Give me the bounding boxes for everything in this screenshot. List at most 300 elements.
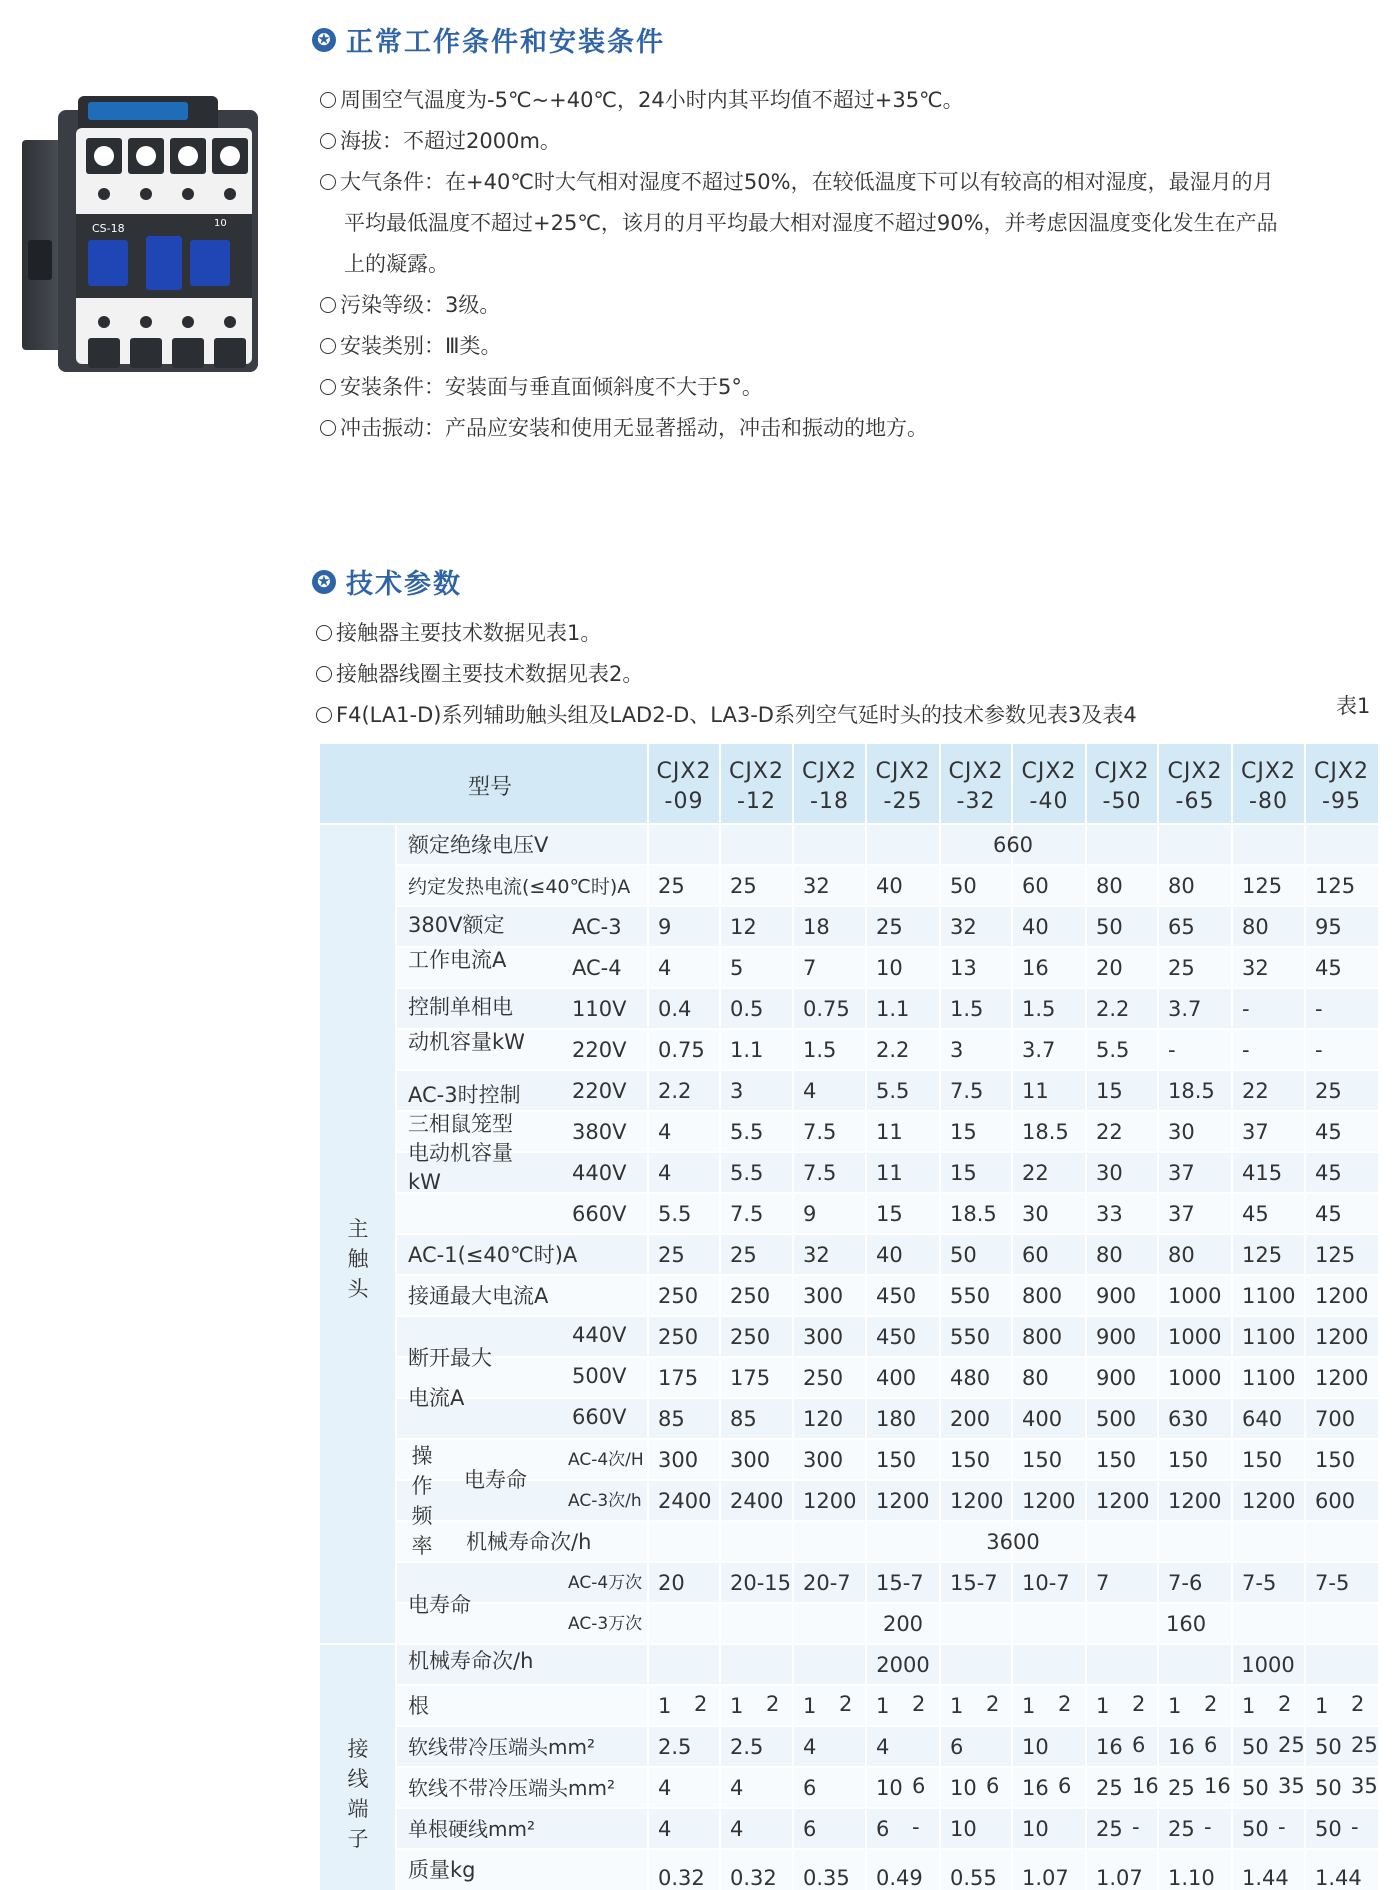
terminal-soft-with-value: 50 (1315, 1735, 1342, 1759)
terminal-soft-without-value: 10 (876, 1776, 903, 1800)
condition-text: 污染等级：3级。 (340, 293, 501, 317)
mech-life-value: 1000 (1241, 1653, 1295, 1677)
group-label-terminal: 线 (347, 1767, 369, 1791)
table-value: 0.5 (730, 997, 764, 1021)
row-label-op-frequency: 频 (411, 1504, 433, 1528)
table-value: 1.5 (950, 997, 984, 1021)
table-value: 5.5 (730, 1120, 764, 1144)
terminal-root-value: 1 (950, 1694, 964, 1718)
table-value: 5 (730, 956, 744, 980)
table-value: 1200 (1096, 1489, 1150, 1513)
table-value: 125 (1242, 1243, 1283, 1267)
table-header-model: CJX2 (1241, 759, 1296, 784)
terminal-soft-without-value: 25 (1168, 1776, 1195, 1800)
table-value: 95 (1315, 915, 1342, 939)
table-value: - (1242, 997, 1250, 1021)
table-value: 1200 (1168, 1489, 1222, 1513)
table-value: 32 (1242, 956, 1269, 980)
table-value: 1200 (1315, 1284, 1369, 1308)
terminal-soft-with-value: 6 (950, 1735, 964, 1759)
row-label-op-current: 380V额定 (408, 913, 505, 937)
table-value: 60 (1022, 874, 1049, 898)
table-header-model: CJX2 (729, 759, 784, 784)
table-value: 900 (1096, 1366, 1137, 1390)
group-label-main-contact: 主 (347, 1217, 369, 1241)
sub-label: 110V (572, 997, 627, 1021)
table-value: 45 (1315, 1120, 1342, 1144)
condition-text: 周围空气温度为-5℃~+40℃，24小时内其平均值不超过+35℃。 (340, 88, 964, 112)
table-value: 15-7 (876, 1571, 924, 1595)
table-value: 18 (803, 915, 830, 939)
table-value: 125 (1315, 1243, 1356, 1267)
table-value: 15-7 (950, 1571, 998, 1595)
terminal-soft-without-value: 16 (1132, 1774, 1159, 1798)
param-text: 接触器线圈主要技术数据见表2。 (336, 662, 644, 686)
terminal-hard-value: 10 (950, 1817, 977, 1841)
mass-value: 0.35 (803, 1866, 850, 1890)
row-label-break-current: 断开最大 (408, 1346, 492, 1370)
table-value: 300 (730, 1448, 771, 1472)
row-label-op-current: 工作电流A (408, 948, 507, 972)
table-value: 4 (803, 1079, 817, 1103)
table-value: 150 (876, 1448, 917, 1472)
star-badge-icon: ✪ (312, 570, 336, 594)
table-value: 1200 (803, 1489, 857, 1513)
terminal-root-value: 2 (986, 1692, 1000, 1716)
table-value: 45 (1315, 1202, 1342, 1226)
terminal-root-value: 2 (1204, 1692, 1218, 1716)
terminal-hard-value: - (1204, 1815, 1212, 1839)
table-header-model: CJX2 (1167, 759, 1223, 784)
table-value: 600 (1315, 1489, 1356, 1513)
terminal-soft-without-value: 6 (986, 1774, 1000, 1798)
table-value: 13 (950, 956, 977, 980)
table-value: 45 (1242, 1202, 1269, 1226)
table-header-model-suffix: -32 (956, 789, 996, 814)
table-value: 4 (658, 1161, 672, 1185)
table-header-model: CJX2 (1094, 759, 1150, 784)
table-value: 20 (1096, 956, 1123, 980)
table-value: 550 (950, 1284, 991, 1308)
table-value: 25 (876, 915, 903, 939)
terminal-hard-value: - (1132, 1815, 1140, 1839)
table-value: 33 (1096, 1202, 1123, 1226)
table-header-model: CJX2 (802, 759, 857, 784)
product-right-label: 10 (214, 218, 227, 229)
table-value: - (1242, 1038, 1250, 1062)
table-value: 11 (876, 1120, 903, 1144)
product-model-label: CS-18 (92, 222, 125, 235)
table-value: 250 (658, 1284, 699, 1308)
table-value: 630 (1168, 1407, 1209, 1431)
table-value: 9 (803, 1202, 817, 1226)
table-value: 20-15 (730, 1571, 792, 1595)
table-value: 125 (1315, 874, 1356, 898)
table-value: 40 (876, 1243, 903, 1267)
terminal-root-value: 2 (1132, 1692, 1146, 1716)
row-label-mech-life: 机械寿命次/h (408, 1649, 534, 1673)
table-row-bg (320, 1603, 1378, 1644)
row-label-single-phase: 动机容量kW (408, 1030, 525, 1054)
table-value: 30 (1168, 1120, 1195, 1144)
table-value: 7.5 (950, 1079, 984, 1103)
terminal-soft-with-value: 10 (1022, 1735, 1049, 1759)
table-value: 37 (1168, 1161, 1195, 1185)
mass-value: 1.07 (1096, 1866, 1143, 1890)
row-label-op-frequency: 率 (411, 1534, 433, 1558)
terminal-soft-with-value: 16 (1096, 1735, 1123, 1759)
row-label-mech-frequency: 机械寿命次/h (466, 1530, 592, 1554)
terminal-soft-without-value: 4 (730, 1776, 744, 1800)
table-value: 85 (658, 1407, 685, 1431)
table-value: 1200 (950, 1489, 1004, 1513)
table-header-model-suffix: -18 (810, 789, 849, 814)
terminal-soft-with-value: 6 (1204, 1733, 1218, 1757)
table-header-model-suffix: -12 (737, 789, 776, 814)
terminal-soft-without-value: 16 (1022, 1776, 1049, 1800)
table-value: 7-6 (1168, 1571, 1203, 1595)
terminal-root-value: 2 (1278, 1692, 1292, 1716)
table-header-model-suffix: -25 (883, 789, 923, 814)
table-value: 0.75 (658, 1038, 705, 1062)
terminal-hard-value: - (1278, 1815, 1286, 1839)
terminal-soft-with-value: 50 (1242, 1735, 1269, 1759)
table-value: 37 (1168, 1202, 1195, 1226)
row-label-root: 根 (408, 1694, 429, 1718)
table-value: 12 (730, 915, 757, 939)
row-label-thermal: 约定发热电流(≤40℃时)A (408, 876, 631, 898)
terminal-root-value: 1 (1168, 1694, 1182, 1718)
table-value: 18.5 (1022, 1120, 1069, 1144)
table-value: 0.4 (658, 997, 692, 1021)
mass-value: 1.10 (1168, 1866, 1215, 1890)
table-value: 3.7 (1168, 997, 1202, 1021)
table-value: 10 (876, 956, 903, 980)
table-value: 5.5 (658, 1202, 692, 1226)
table-row-bg (320, 1193, 1378, 1234)
terminal-root-value: 2 (839, 1692, 853, 1716)
param-text: 接触器主要技术数据见表1。 (336, 621, 602, 645)
life-ac3-value: 200 (882, 1612, 924, 1636)
table-value: 150 (1022, 1448, 1063, 1472)
table-value: 80 (1096, 1243, 1123, 1267)
table-value: 25 (658, 1243, 685, 1267)
terminal-hard-value: 25 (1168, 1817, 1195, 1841)
sub-label: AC-3次/h (568, 1491, 642, 1511)
table-value: 3 (950, 1038, 964, 1062)
table-value: 65 (1168, 915, 1195, 939)
row-label-insulation: 额定绝缘电压V (408, 833, 549, 857)
row-label-mass: 质量kg (408, 1858, 476, 1882)
star-badge-icon: ✪ (312, 28, 336, 52)
table-value: 60 (1022, 1243, 1049, 1267)
table-value: 80 (1168, 1243, 1195, 1267)
table-header-model-suffix: -40 (1029, 789, 1069, 814)
table-value: 5.5 (730, 1161, 764, 1185)
terminal-hard-value: 6 (876, 1817, 890, 1841)
table-value: 175 (730, 1366, 771, 1390)
section-title-text: 正常工作条件和安装条件 (346, 27, 665, 58)
table-value: 150 (1096, 1448, 1137, 1472)
row-label-ac3-motor: 三相鼠笼型 (408, 1112, 513, 1136)
terminal-hard-value: 4 (658, 1817, 672, 1841)
table-header-model-label: 型号 (467, 775, 513, 800)
table-value: 1200 (1315, 1325, 1369, 1349)
table-value: - (1168, 1038, 1176, 1062)
terminal-soft-with-value: 6 (1132, 1733, 1146, 1757)
table-value: 4 (658, 956, 672, 980)
terminal-soft-with-value: 25 (1351, 1733, 1378, 1757)
table-header-model: CJX2 (948, 759, 1004, 784)
table-value: 25 (730, 1243, 757, 1267)
table-header-model: CJX2 (875, 759, 931, 784)
table-value: 550 (950, 1325, 991, 1349)
table-value: 22 (1022, 1161, 1049, 1185)
table-value: 400 (876, 1366, 917, 1390)
table-value: 450 (876, 1325, 917, 1349)
mech-life-value: 2000 (876, 1653, 930, 1677)
table-value: 415 (1242, 1161, 1283, 1185)
row-label-op-frequency: 作 (411, 1474, 433, 1498)
table-value: 125 (1242, 874, 1283, 898)
sub-label: AC-3万次 (568, 1614, 643, 1634)
condition-text: 大气条件：在+40℃时大气相对湿度不超过50%，在较低温度下可以有较高的相对湿度，最湿月的月 (340, 170, 1274, 194)
mass-value: 1.44 (1315, 1866, 1362, 1890)
table-header-model: CJX2 (656, 759, 712, 784)
table-value: 700 (1315, 1407, 1356, 1431)
terminal-root-value: 1 (803, 1694, 817, 1718)
terminal-root-value: 1 (876, 1694, 890, 1718)
table-value: 30 (1096, 1161, 1123, 1185)
terminal-soft-without-value: 6 (803, 1776, 817, 1800)
table-value: 1000 (1168, 1366, 1222, 1390)
table-value: 50 (950, 1243, 977, 1267)
table-value: 250 (658, 1325, 699, 1349)
sub-label: 660V (572, 1202, 627, 1226)
table-value: 300 (658, 1448, 699, 1472)
table-value: 1000 (1168, 1325, 1222, 1349)
group-label-terminal: 端 (347, 1797, 369, 1821)
table-value: 22 (1242, 1079, 1269, 1103)
table-value: 15 (950, 1161, 977, 1185)
sub-label: 220V (572, 1079, 627, 1103)
table-header-model-suffix: -95 (1322, 789, 1361, 814)
table-value: 2.2 (1096, 997, 1130, 1021)
table-value: 1100 (1242, 1325, 1296, 1349)
table-number-label: 表1 (1336, 694, 1371, 718)
sub-label: AC-3 (572, 915, 622, 939)
table-value: 7 (803, 956, 817, 980)
table-value: 2400 (730, 1489, 784, 1513)
table-value: 1.5 (1022, 997, 1056, 1021)
table-value: 250 (803, 1366, 844, 1390)
terminal-hard-value: - (1351, 1815, 1359, 1839)
table-value: 4 (658, 1120, 672, 1144)
section-title-text: 技术参数 (346, 569, 462, 600)
table-value: 80 (1022, 1366, 1049, 1390)
terminal-hard-value: - (912, 1815, 920, 1839)
terminal-hard-value: 10 (1022, 1817, 1049, 1841)
table-value: 10-7 (1022, 1571, 1070, 1595)
table-value: 1100 (1242, 1284, 1296, 1308)
sub-label: AC-4次/H (568, 1450, 644, 1470)
table-value: 150 (1242, 1448, 1283, 1472)
table-value: 800 (1022, 1325, 1063, 1349)
table-value: 1100 (1242, 1366, 1296, 1390)
sub-label: 380V (572, 1120, 627, 1144)
table-value: 300 (803, 1284, 844, 1308)
terminal-hard-value: 6 (803, 1817, 817, 1841)
table-row-bg (320, 1398, 1378, 1439)
table-value: 50 (1096, 915, 1123, 939)
table-value: 450 (876, 1284, 917, 1308)
sub-label: AC-4 (572, 956, 622, 980)
table-value: 25 (1168, 956, 1195, 980)
row-label-electrical-life: 电寿命 (464, 1468, 527, 1492)
condition-text: 上的凝露。 (344, 252, 449, 276)
table-header-model: CJX2 (1314, 759, 1369, 784)
table-value: 45 (1315, 1161, 1342, 1185)
table-header-model-suffix: -50 (1102, 789, 1142, 814)
row-label-single-phase: 控制单相电 (408, 995, 513, 1019)
table-value: 2.2 (876, 1038, 910, 1062)
table-value: 16 (1022, 956, 1049, 980)
condition-text: 安装条件：安装面与垂直面倾斜度不大于5°。 (340, 375, 763, 399)
row-label-hard-wire: 单根硬线mm² (408, 1817, 535, 1841)
row-label-ac3-motor: 电动机容量 (408, 1141, 513, 1165)
table-value: 15 (950, 1120, 977, 1144)
table-value: 20 (658, 1571, 685, 1595)
row-label-soft-with: 软线带冷压端头mm² (408, 1735, 595, 1759)
table-value: 25 (658, 874, 685, 898)
table-value: 1.5 (803, 1038, 837, 1062)
table-value: 80 (1168, 874, 1195, 898)
table-value: 11 (876, 1161, 903, 1185)
table-value: 1000 (1168, 1284, 1222, 1308)
table-header-model-suffix: -65 (1175, 789, 1215, 814)
table-value: 150 (950, 1448, 991, 1472)
table-value: 300 (803, 1325, 844, 1349)
row-label-break-current: 电流A (408, 1386, 465, 1410)
terminal-soft-without-value: 50 (1315, 1776, 1342, 1800)
table-value: 7.5 (730, 1202, 764, 1226)
table-value: 80 (1096, 874, 1123, 898)
table-value: 9 (658, 915, 672, 939)
table-value: 0.75 (803, 997, 850, 1021)
table-value: 45 (1315, 956, 1342, 980)
table-value: 40 (1022, 915, 1049, 939)
table-value: 25 (1315, 1079, 1342, 1103)
table-value: 1200 (1315, 1366, 1369, 1390)
table-value: 20-7 (803, 1571, 851, 1595)
row-label-op-frequency: 操 (411, 1444, 433, 1468)
mech-frequency-value: 3600 (986, 1530, 1040, 1554)
terminal-root-value: 1 (1315, 1694, 1329, 1718)
table-value: - (1315, 997, 1323, 1021)
row-label-electrical-life: 电寿命 (408, 1593, 471, 1617)
table-value: 180 (876, 1407, 917, 1431)
sub-label: 500V (572, 1364, 627, 1388)
table-value: 120 (803, 1407, 844, 1431)
terminal-root-value: 2 (694, 1692, 708, 1716)
table-value: 7.5 (803, 1120, 837, 1144)
table-header-model-suffix: -09 (664, 789, 704, 814)
table-value: 37 (1242, 1120, 1269, 1144)
table-header-model: CJX2 (1021, 759, 1077, 784)
table-value: 640 (1242, 1407, 1283, 1431)
table-value: 5.5 (876, 1079, 910, 1103)
table-value: 25 (730, 874, 757, 898)
terminal-soft-without-value: 6 (1058, 1774, 1072, 1798)
table-value: 200 (950, 1407, 991, 1431)
table-value: 18.5 (950, 1202, 997, 1226)
table-value: 1200 (1022, 1489, 1076, 1513)
table-value: 40 (876, 874, 903, 898)
table-value: 175 (658, 1366, 699, 1390)
table-value: 80 (1242, 915, 1269, 939)
terminal-hard-value: 50 (1315, 1817, 1342, 1841)
table-value: 32 (803, 874, 830, 898)
table-value: 250 (730, 1284, 771, 1308)
table-value: 7.5 (803, 1161, 837, 1185)
mass-value: 0.55 (950, 1866, 997, 1890)
table-value: 1200 (1242, 1489, 1296, 1513)
terminal-root-value: 1 (658, 1694, 672, 1718)
mass-value: 1.44 (1242, 1866, 1289, 1890)
terminal-root-value: 2 (1351, 1692, 1365, 1716)
terminal-soft-with-value: 4 (803, 1735, 817, 1759)
terminal-soft-with-value: 25 (1278, 1733, 1305, 1757)
terminal-root-value: 2 (766, 1692, 780, 1716)
table-value: 500 (1096, 1407, 1137, 1431)
mass-value: 1.07 (1022, 1866, 1069, 1890)
terminal-soft-without-value: 6 (912, 1774, 926, 1798)
terminal-soft-without-value: 25 (1096, 1776, 1123, 1800)
terminal-root-value: 1 (1096, 1694, 1110, 1718)
condition-text: 平均最低温度不超过+25℃，该月的月平均最大相对湿度不超过90%，并考虑因温度变化发生在产品 (344, 211, 1278, 235)
group-label-terminal: 子 (347, 1827, 369, 1851)
mass-value: 0.32 (730, 1866, 777, 1890)
table-value: 32 (803, 1243, 830, 1267)
table-value: 3 (730, 1079, 744, 1103)
mass-value: 0.49 (876, 1866, 923, 1890)
table-value: 150 (1168, 1448, 1209, 1472)
mass-value: 0.32 (658, 1866, 705, 1890)
table-value: 15 (876, 1202, 903, 1226)
terminal-soft-without-value: 50 (1242, 1776, 1269, 1800)
table-value: 900 (1096, 1325, 1137, 1349)
table-group-column-bg (320, 824, 396, 1890)
table-value: 18.5 (1168, 1079, 1215, 1103)
sub-label: 440V (572, 1323, 627, 1347)
terminal-soft-without-value: 16 (1204, 1774, 1231, 1798)
terminal-soft-without-value: 4 (658, 1776, 672, 1800)
terminal-hard-value: 4 (730, 1817, 744, 1841)
row-label-soft-without: 软线不带冷压端头mm² (408, 1776, 615, 1800)
sub-label: 440V (572, 1161, 627, 1185)
group-label-main-contact: 头 (347, 1277, 369, 1301)
table-value: 800 (1022, 1284, 1063, 1308)
terminal-root-value: 2 (1058, 1692, 1072, 1716)
terminal-root-value: 1 (730, 1694, 744, 1718)
terminal-soft-with-value: 16 (1168, 1735, 1195, 1759)
terminal-soft-without-value: 10 (950, 1776, 977, 1800)
table-header-model-suffix: -80 (1249, 789, 1288, 814)
table-value: 22 (1096, 1120, 1123, 1144)
table-value: 30 (1022, 1202, 1049, 1226)
table-value: 1200 (876, 1489, 930, 1513)
condition-text: 安装类别：Ⅲ类。 (340, 334, 502, 358)
